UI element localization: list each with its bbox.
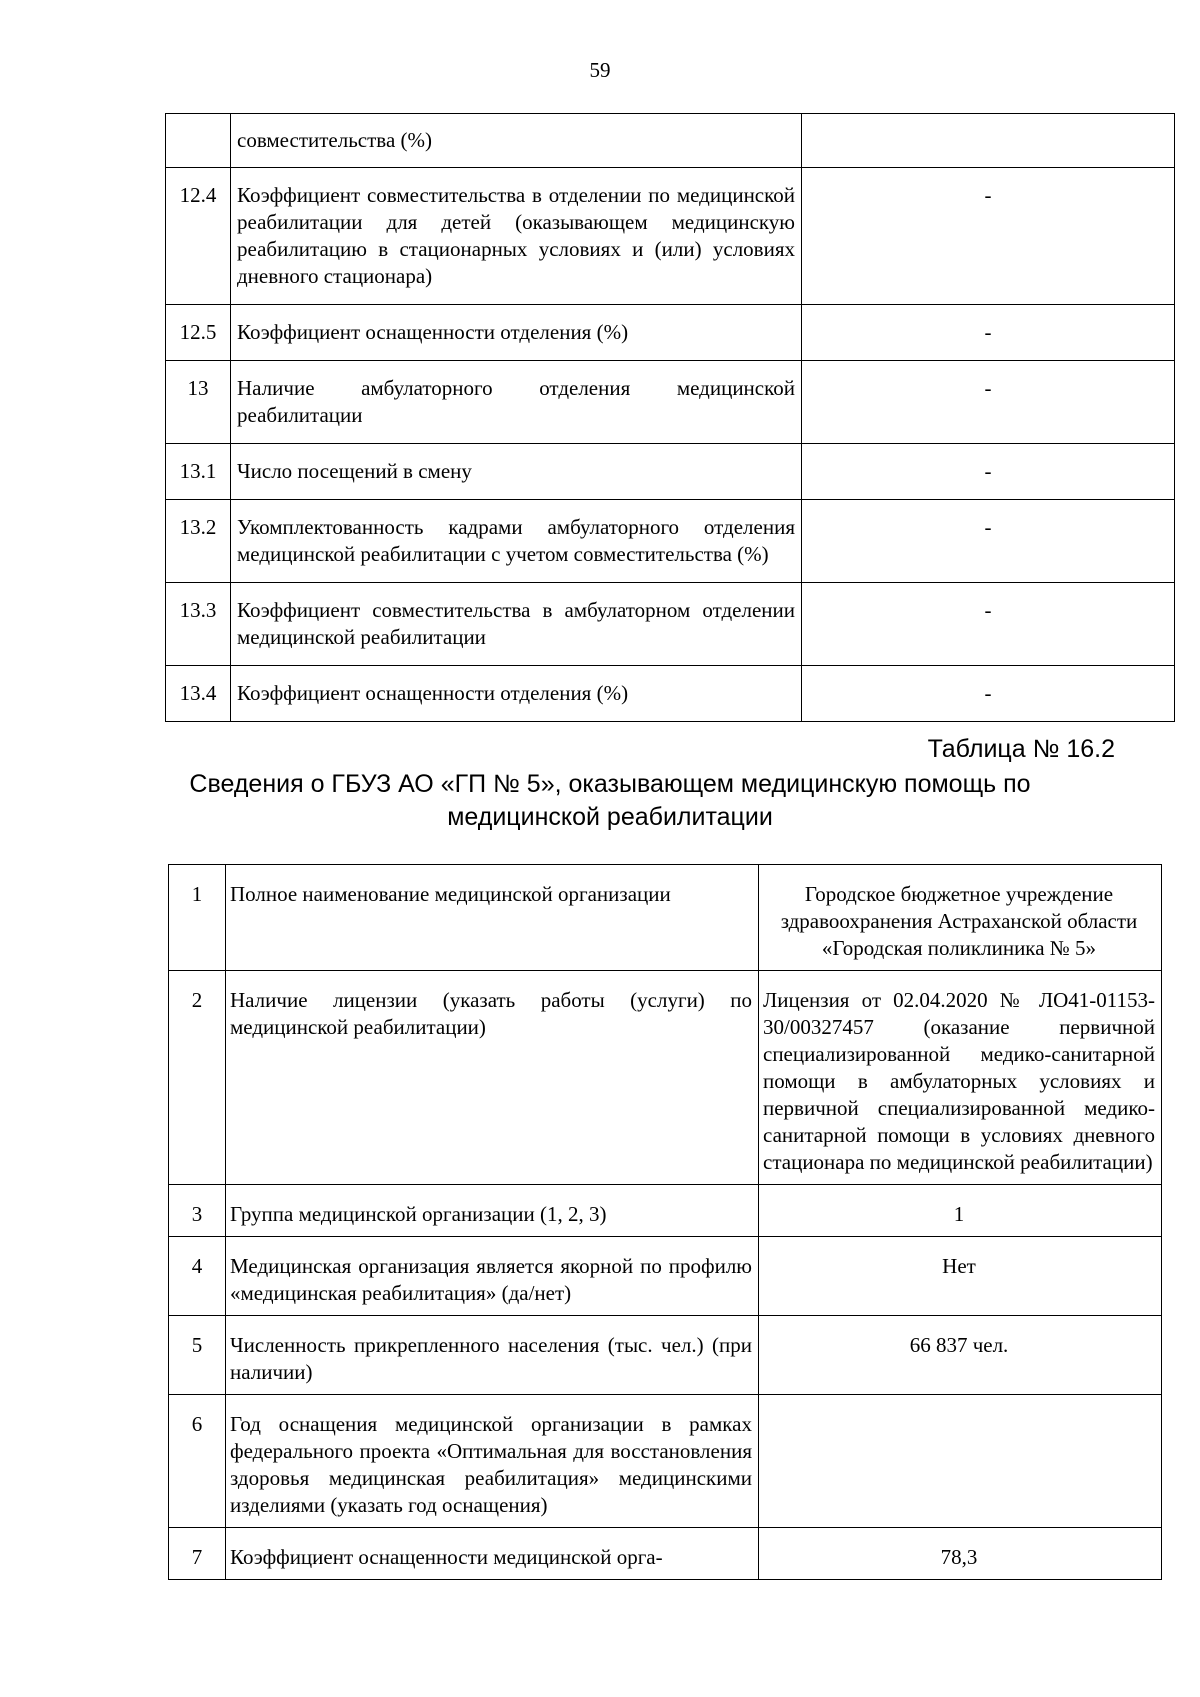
row-description: Коэффициент совместительства в отделении по медицинской реабилитации для детей (оказывающем медицинскую реабилитацию в стационарных условиях и (или) условиях дневного стационара) <box>231 168 802 305</box>
row-number: 13.1 <box>166 444 231 500</box>
row-number <box>166 114 231 168</box>
row-value: - <box>802 500 1175 583</box>
row-number: 13.3 <box>166 583 231 666</box>
row-description: Группа медицинской организации (1, 2, 3) <box>226 1185 759 1237</box>
table-row <box>169 971 1162 1185</box>
row-number: 6 <box>169 1395 226 1528</box>
row-value: - <box>802 666 1175 722</box>
table-row <box>166 114 1175 168</box>
table-row <box>166 500 1175 583</box>
row-number: 4 <box>169 1237 226 1316</box>
row-description: Коэффициент оснащенности отделения (%) <box>231 305 802 361</box>
row-description: Число посещений в смену <box>231 444 802 500</box>
indicators-table-continued <box>165 113 1175 722</box>
table-row <box>169 1185 1162 1237</box>
page-number: 59 <box>589 58 611 82</box>
row-value: - <box>802 305 1175 361</box>
table-row <box>166 361 1175 444</box>
table-row <box>166 305 1175 361</box>
row-number: 3 <box>169 1185 226 1237</box>
row-description: Укомплектованность кадрами амбулаторного отделения медицинской реабилитации с учетом совместительства (%) <box>231 500 802 583</box>
row-description: Коэффициент оснащенности отделения (%) <box>231 666 802 722</box>
row-description: Медицинская организация является якорной по профилю «медицинская реабилитация» (да/нет) <box>226 1237 759 1316</box>
row-number: 5 <box>169 1316 226 1395</box>
row-value: 66 837 чел. <box>759 1316 1162 1395</box>
table-row <box>166 666 1175 722</box>
table-row <box>166 168 1175 305</box>
row-value: - <box>802 444 1175 500</box>
table-row <box>169 1528 1162 1580</box>
row-value: Нет <box>759 1237 1162 1316</box>
row-value: 1 <box>759 1185 1162 1237</box>
row-number: 12.5 <box>166 305 231 361</box>
row-description: Коэффициент оснащенности медицинской орга- <box>226 1528 759 1580</box>
row-description: Наличие лицензии (указать работы (услуги) по медицинской реабилитации) <box>226 971 759 1185</box>
row-description: Коэффициент совместительства в амбулаторном отделении медицинской реабилитации <box>231 583 802 666</box>
row-value: Лицензия от 02.04.2020 № ЛО41-01153-30/00327457 (оказание первичной специализированной медико-санитарной помощи в амбулаторных условиях и первичной специализированной медико-санитарной помощи в условиях дневного стационара по медицинской реабилитации) <box>759 971 1162 1185</box>
row-value: - <box>802 168 1175 305</box>
row-description: Наличие амбулаторного отделения медицинской реабилитации <box>231 361 802 444</box>
table-row <box>166 583 1175 666</box>
row-description: Численность прикрепленного населения (тыс. чел.) (при наличии) <box>226 1316 759 1395</box>
row-number: 12.4 <box>166 168 231 305</box>
row-value: - <box>802 583 1175 666</box>
row-value: 78,3 <box>759 1528 1162 1580</box>
organization-info-table <box>168 864 1162 1580</box>
row-description: Полное наименование медицинской организации <box>226 865 759 971</box>
table-row <box>169 1316 1162 1395</box>
row-description: совместительства (%) <box>231 114 802 168</box>
table-row <box>169 1395 1162 1528</box>
table-title: Сведения о ГБУЗ АО «ГП № 5», оказывающем медицинскую помощь по медицинской реабилитации <box>189 770 1031 831</box>
row-value: - <box>802 361 1175 444</box>
row-number: 1 <box>169 865 226 971</box>
row-number: 2 <box>169 971 226 1185</box>
row-number: 13.2 <box>166 500 231 583</box>
table-number-label: Таблица № 16.2 <box>927 735 1115 763</box>
row-number: 13.4 <box>166 666 231 722</box>
row-value <box>802 114 1175 168</box>
table-row <box>166 444 1175 500</box>
row-number: 13 <box>166 361 231 444</box>
row-description: Год оснащения медицинской организации в рамках федерального проекта «Оптимальная для восстановления здоровья медицинская реабилитация» медицинскими изделиями (указать год оснащения) <box>226 1395 759 1528</box>
table-row <box>169 865 1162 971</box>
table-row <box>169 1237 1162 1316</box>
row-value: Городское бюджетное учреждение здравоохранения Астраханской области «Городская поликлиника № 5» <box>759 865 1162 971</box>
row-value <box>759 1395 1162 1528</box>
row-number: 7 <box>169 1528 226 1580</box>
